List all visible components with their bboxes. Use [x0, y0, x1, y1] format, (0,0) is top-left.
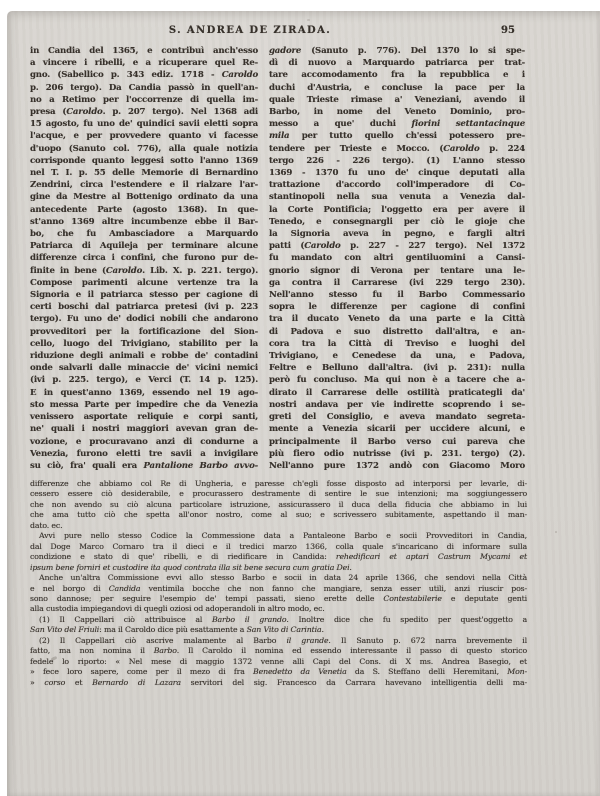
text-line	[30, 155, 258, 167]
text-segment: differenze circa i confini, che furono pur de-	[30, 253, 258, 264]
italic-text: Mon-	[507, 667, 527, 677]
text-segment: tergo). Fu uno de' dodici nobili che andarono	[30, 314, 258, 325]
italic-text: Contestabilerie	[383, 593, 442, 603]
italic-text: Caroldo	[105, 265, 143, 276]
text-line	[269, 167, 525, 179]
text-segment: (2) Il Cappellari ciò ascrive malamente al Barbo	[39, 635, 287, 645]
text-line	[30, 594, 527, 604]
text-segment: cello, luogo del Trivigiano, stabilito per la	[30, 338, 258, 349]
italic-text: Caroldo	[66, 107, 103, 118]
page-title: S. ANDREA DE ZIRADA.	[168, 25, 332, 36]
text-line	[30, 301, 258, 313]
text-line	[30, 448, 258, 460]
text-line	[30, 326, 258, 338]
text-segment: nostri andava per vie indirette scoprendo i se-	[269, 399, 525, 410]
text-segment: (Sanuto p. 776). Del 1370 lo si spe-	[301, 46, 525, 56]
text-segment: ventimila bocche che non fanno che mangiare, senza esser utili, anzi riuscir pos-	[140, 583, 527, 593]
text-segment: la Signoria aveva in pegno, e fargli altri	[269, 229, 525, 240]
page-number: 95	[501, 25, 515, 36]
italic-text: Barbo il grando	[211, 614, 287, 624]
text-segment: gnorio signor di Verona per tentare una le-	[269, 265, 525, 276]
text-line	[269, 277, 525, 289]
text-segment: Zendrini, circa l'estendere e il rialzare l'ar-	[30, 180, 258, 191]
text-line	[30, 636, 527, 646]
text-segment: tra il ducato Veneto da una parte e la Città	[269, 314, 525, 325]
italic-text: Caroldo	[221, 70, 258, 81]
text-segment: certi boschi dal patriarca pretesi (ivi p. 223	[30, 302, 258, 313]
text-segment: alla custodia impiegandovi di quegli oziosi od adoperandoli in altro modo, ec.	[30, 604, 325, 614]
text-line	[30, 277, 258, 289]
italic-text: Caroldo	[443, 143, 480, 154]
text-line	[30, 350, 258, 362]
text-segment: per tutto quello ch'essi potessero pre-	[289, 131, 525, 142]
text-line	[30, 423, 258, 435]
text-line	[30, 479, 527, 489]
text-line	[30, 191, 258, 203]
text-segment: tare accomodamento fra la repubblica e i	[269, 70, 525, 81]
text-line	[269, 399, 525, 411]
italic-text: Bernardo di Lazara	[92, 677, 181, 687]
text-segment: Anche un'altra Commissione evvi allo stesso Barbo e socii in data 24 aprile 1366, che sendovi nella Città	[39, 573, 527, 583]
text-line	[30, 289, 258, 301]
italic-text: gadore	[269, 46, 302, 56]
text-line	[30, 552, 527, 562]
text-segment: antecedente Parte (agosto 1368). In que-	[30, 204, 258, 215]
text-line	[269, 143, 525, 155]
text-line	[30, 228, 258, 240]
text-segment: fatto, ma non nomina il	[30, 646, 154, 656]
text-segment: p. 206 tergo). Da Candia passò in quell'an-	[30, 82, 258, 93]
text-line	[30, 94, 258, 106]
text-line	[30, 167, 258, 179]
text-line	[269, 436, 525, 448]
text-segment: fedele lo riporto: « Nel mese di maggio 1372 venne alli Capi del Cons. di X ms. Andrea Basegio, et	[30, 656, 527, 666]
text-line	[30, 573, 527, 583]
text-segment: .	[321, 625, 324, 635]
text-line	[269, 326, 525, 338]
text-line	[269, 130, 525, 142]
text-line	[269, 338, 525, 350]
text-segment: (1) Il Cappellari ciò attribuisce al	[39, 614, 212, 624]
italic-text: Pantalione Barbo avvo-	[143, 460, 258, 471]
text-segment: . Il Caroldo il nomina ed essendo interessante il passo di questo storico	[176, 646, 527, 656]
text-segment: principalmente il Barbo verso cui pareva che	[269, 436, 525, 447]
text-segment: dal Doge Marco Cornaro tra il dieci e il tredici marzo 1366, colla quale s'incaricano di informare sulla	[30, 541, 527, 551]
text-line	[30, 240, 258, 252]
text-line	[269, 45, 525, 57]
text-segment: patti (	[269, 241, 305, 252]
text-segment: dì di nuovo a Marquardo patriarca per trat-	[269, 58, 525, 69]
text-line	[30, 460, 258, 472]
text-line	[30, 500, 527, 510]
text-line	[30, 265, 258, 277]
text-line	[269, 265, 525, 277]
text-segment: nel T. I. p. 55 delle Memorie di Bernardino	[30, 168, 258, 179]
text-line	[30, 510, 527, 520]
italic-text: Benedetto da Venetia	[253, 667, 347, 677]
text-line	[30, 678, 527, 688]
text-line	[269, 301, 525, 313]
italic-text: corso	[44, 677, 66, 687]
text-segment: la Corte Pontificia; l'oggetto era per avere il	[269, 204, 525, 215]
text-segment: Nell'anno stesso fu il Barbo Commessario	[269, 290, 525, 301]
text-segment: Signoria e il patriarca stesso per cagione di	[30, 290, 258, 301]
text-segment: differenze che abbiamo col Re di Ungheria, e paresse ch'egli fosse disposto ad interporsi per levarle, di-	[30, 479, 527, 488]
text-segment: Compose parimenti alcune vertenze tra la	[30, 277, 258, 288]
italic-text: Candida	[108, 583, 141, 593]
text-line	[30, 143, 258, 155]
text-segment: servitori del sig. Francesco da Carrara havevano intelligentia delli ma-	[180, 677, 527, 687]
text-segment: venissero asportate reliquie e corpi santi,	[30, 412, 258, 423]
text-segment: Feltre e Belluno dall'altra. (ivi p. 231): nulla	[269, 363, 525, 374]
text-line	[269, 289, 525, 301]
text-segment: a vincere i ribelli, e a ricuperare quel Re-	[30, 58, 258, 69]
text-segment: d'uopo (Sanuto col. 776), alla quale notizia	[30, 143, 258, 154]
text-line	[269, 228, 525, 240]
left-column	[30, 45, 258, 472]
text-line	[30, 584, 527, 594]
italic-text: fiorini settantacinque	[411, 119, 525, 130]
text-segment: onde salvarli dalle minaccie de' vicini nemici	[30, 363, 258, 374]
text-segment: condizione e stato di que' ribelli, e di riedificare in Candida:	[30, 552, 336, 562]
text-line	[30, 411, 258, 423]
italic-text: Barbo	[153, 646, 177, 656]
text-segment: . p. 207 tergo). Nel 1368 adi	[102, 107, 258, 118]
text-line	[30, 604, 527, 614]
text-segment: . Lib. X. p. 221. tergo).	[142, 265, 258, 276]
text-line	[30, 204, 258, 216]
text-line	[30, 563, 527, 573]
text-segment: no a Retimo per l'occorrenze di quella im-	[30, 94, 258, 105]
text-line	[269, 204, 525, 216]
text-segment: cora tra la Città di Treviso e luoghi del	[269, 338, 525, 349]
text-line	[30, 45, 258, 57]
text-line	[30, 130, 258, 142]
text-segment: sono dannose; per seguire l'esempio de' tempi passati, sieno erette delle	[30, 593, 384, 603]
ink-speck	[307, 19, 310, 21]
footnotes	[30, 479, 527, 688]
text-line	[30, 657, 527, 667]
text-segment: tendere per Trieste e Mocco. (	[269, 143, 444, 154]
text-segment: mente a Venezia sicarii per uccidere alcuni, e	[269, 424, 525, 435]
text-segment: ne' quali i nostri maggiori avevan gran de-	[30, 424, 258, 435]
text-segment: » fece loro sapere, come per il mezo di fra	[30, 667, 254, 677]
text-segment: Trivigiano, e Cenedese da una, e Padova,	[269, 351, 525, 362]
text-segment: più fiero odio nutrisse (ivi p. 231. tergo) (2).	[269, 448, 525, 459]
text-segment: di Padova e suo distretto dall'altra, e an-	[269, 326, 525, 337]
text-segment: presa (	[30, 107, 67, 118]
text-segment: et	[65, 677, 93, 687]
text-line	[269, 240, 525, 252]
italic-text: mila	[269, 131, 290, 142]
text-line	[30, 82, 258, 94]
text-segment: da S. Steffano delli Heremitani,	[346, 667, 508, 677]
text-segment: vozione, e procuravano anzi di condurne a	[30, 436, 258, 447]
text-segment: sopra le differenze per cagione di confini	[269, 302, 525, 313]
text-segment: l'acque, e per provvedere quanto vi facesse	[30, 131, 258, 142]
text-line	[269, 82, 525, 94]
text-line	[30, 118, 258, 130]
text-line	[269, 362, 525, 374]
text-line	[269, 387, 525, 399]
text-line	[30, 69, 258, 81]
text-line	[30, 179, 258, 191]
italic-text: Caroldo	[304, 241, 341, 252]
text-line	[269, 94, 525, 106]
italic-text: il grande	[286, 635, 329, 645]
text-line	[30, 615, 527, 625]
text-segment: 15 agosto, fu uno de' quindici savii eletti sopra	[30, 119, 258, 130]
text-line	[269, 69, 525, 81]
text-line	[269, 191, 525, 203]
text-segment: Avvi pure nello stesso Codice la Commessione data a Pantaleone Barbo e socii Provveditori in Candia,	[39, 531, 527, 541]
text-line	[30, 521, 527, 531]
ink-speck	[555, 531, 557, 533]
text-line	[269, 448, 525, 460]
text-segment: provveditori per la fortificazione del Sion-	[30, 326, 258, 337]
text-segment: greti del Consiglio, e aveva mandato segreta-	[269, 412, 525, 423]
text-segment: finite in bene (	[30, 265, 106, 276]
italic-text: rehedificari et aptari Castrum Mycami et	[335, 552, 527, 562]
text-segment: duchi d'Austria, e concluse la pace per la	[269, 82, 525, 93]
text-line	[30, 216, 258, 228]
scanned-page	[7, 11, 600, 796]
text-segment: cessero essere ciò desiderabile, e procurassero destramente di sentire le sue intenzioni; ma soggiungessero	[30, 489, 527, 499]
text-line	[30, 338, 258, 350]
text-segment: però fu concluso. Ma qui non è a tacere che a-	[269, 375, 525, 386]
text-segment: 1369 - 1370 fu uno de' cinque deputati alla	[269, 168, 525, 179]
text-line	[30, 374, 258, 386]
right-column	[269, 45, 525, 472]
text-line	[30, 625, 527, 635]
text-line	[269, 155, 525, 167]
text-line	[30, 252, 258, 264]
text-line	[30, 646, 527, 656]
text-segment: Barbo, in nome del Veneto Dominio, pro-	[269, 107, 525, 118]
text-segment: sto messa Parte per impedire che da Venezia	[30, 399, 258, 410]
text-line	[30, 489, 527, 499]
text-line	[30, 436, 258, 448]
text-line	[30, 531, 527, 541]
text-line	[30, 362, 258, 374]
italic-text: San Vito di Carintia	[246, 625, 322, 635]
text-line	[30, 57, 258, 69]
text-line	[269, 423, 525, 435]
text-segment: . Inoltre dice che fu spedito per quest'oggetto a	[286, 614, 528, 624]
text-segment: che non avendo su ciò alcuna particolare istruzione, assicurassero il duca della fiducia che abbiamo in lui	[30, 499, 527, 509]
text-line	[269, 313, 525, 325]
text-segment: e deputate genti	[441, 593, 527, 603]
text-segment: : ma il Caroldo dice più esattamente a	[99, 625, 247, 635]
text-line	[269, 57, 525, 69]
text-segment: E in quest'anno 1369, essendo nel 19 ago-	[30, 387, 258, 398]
text-line	[269, 106, 525, 118]
italic-text: San Vito del Friuli	[30, 625, 100, 635]
text-segment: »	[30, 677, 45, 687]
text-line	[269, 460, 525, 472]
text-segment: corrisponde quanto leggesi sotto l'anno 1369	[30, 155, 258, 166]
text-segment: dirato il Carrarese delle ostilità praticategli da'	[269, 387, 525, 398]
text-segment: e nel borgo di	[30, 583, 109, 593]
text-segment: messo a que' duchi	[269, 119, 412, 130]
text-segment: Nell'anno pure 1372 andò con Giacomo Moro	[269, 460, 525, 471]
text-segment: su ciò, fra' quali era	[30, 460, 144, 471]
text-segment: st'anno 1369 altre incumbenze ebbe il Bar-	[30, 216, 258, 227]
italic-text: ipsum bene forniri et custodire ita quod contrata illa sit bene secura cum gratia Dei.	[30, 562, 352, 572]
text-segment: p. 227 - 227 tergo). Nel 1372	[340, 241, 525, 252]
text-line	[269, 118, 525, 130]
text-segment: in Candia del 1365, e contribuì anch'esso	[30, 46, 258, 56]
text-segment: Tenedo, e consegnargli per ciò le gioje che	[269, 216, 525, 227]
text-line	[269, 216, 525, 228]
text-segment: (ivi p. 225. tergo), e Verci (T. 14 p. 125).	[30, 375, 258, 386]
text-line	[269, 252, 525, 264]
text-segment: che ama tutto ciò che spetta all'onor nostro, come al suo; e scrivessero subitamente, aspettando il man-	[30, 510, 527, 520]
text-segment: gine da Mestre al Bottenigo ordinato da una	[30, 192, 258, 203]
running-header	[7, 25, 600, 39]
text-segment: p. 224	[479, 143, 525, 154]
text-line	[269, 374, 525, 386]
text-line	[30, 313, 258, 325]
text-line	[269, 350, 525, 362]
text-segment: trattazione d'accordo coll'imperadore di Co-	[269, 180, 525, 191]
text-line	[269, 411, 525, 423]
text-segment: stantinopoli nella sua venuta a Venezia dal-	[269, 192, 525, 203]
text-segment: tergo 226 - 226 tergo). (1) L'anno stesso	[269, 155, 525, 166]
text-segment: dato. ec.	[30, 520, 63, 530]
text-segment: fu mandato con altri gentiluomini a Cansi-	[269, 253, 525, 264]
text-line	[269, 179, 525, 191]
text-segment: bo, che fu Ambasciadore a Marquardo	[30, 229, 258, 240]
text-line	[30, 542, 527, 552]
text-line	[30, 106, 258, 118]
text-segment: . Il Sanuto p. 672 narra brevemente il	[328, 635, 527, 645]
text-segment: riduzione degli animali e robbe de' contadini	[30, 351, 258, 362]
text-segment: gno. (Sabellico p. 343 ediz. 1718 -	[30, 70, 222, 81]
text-line	[30, 399, 258, 411]
text-segment: Patriarca di Aquileja per terminare alcune	[30, 241, 258, 252]
text-segment: quale Trieste rimase a' Veneziani, avendo il	[269, 94, 525, 105]
text-segment: ga contra il Carrarese (ivi 229 tergo 230).	[269, 277, 525, 288]
text-line	[30, 667, 527, 677]
text-segment: Venezia, furono eletti tre savii a invigilare	[30, 448, 258, 459]
text-line	[30, 387, 258, 399]
